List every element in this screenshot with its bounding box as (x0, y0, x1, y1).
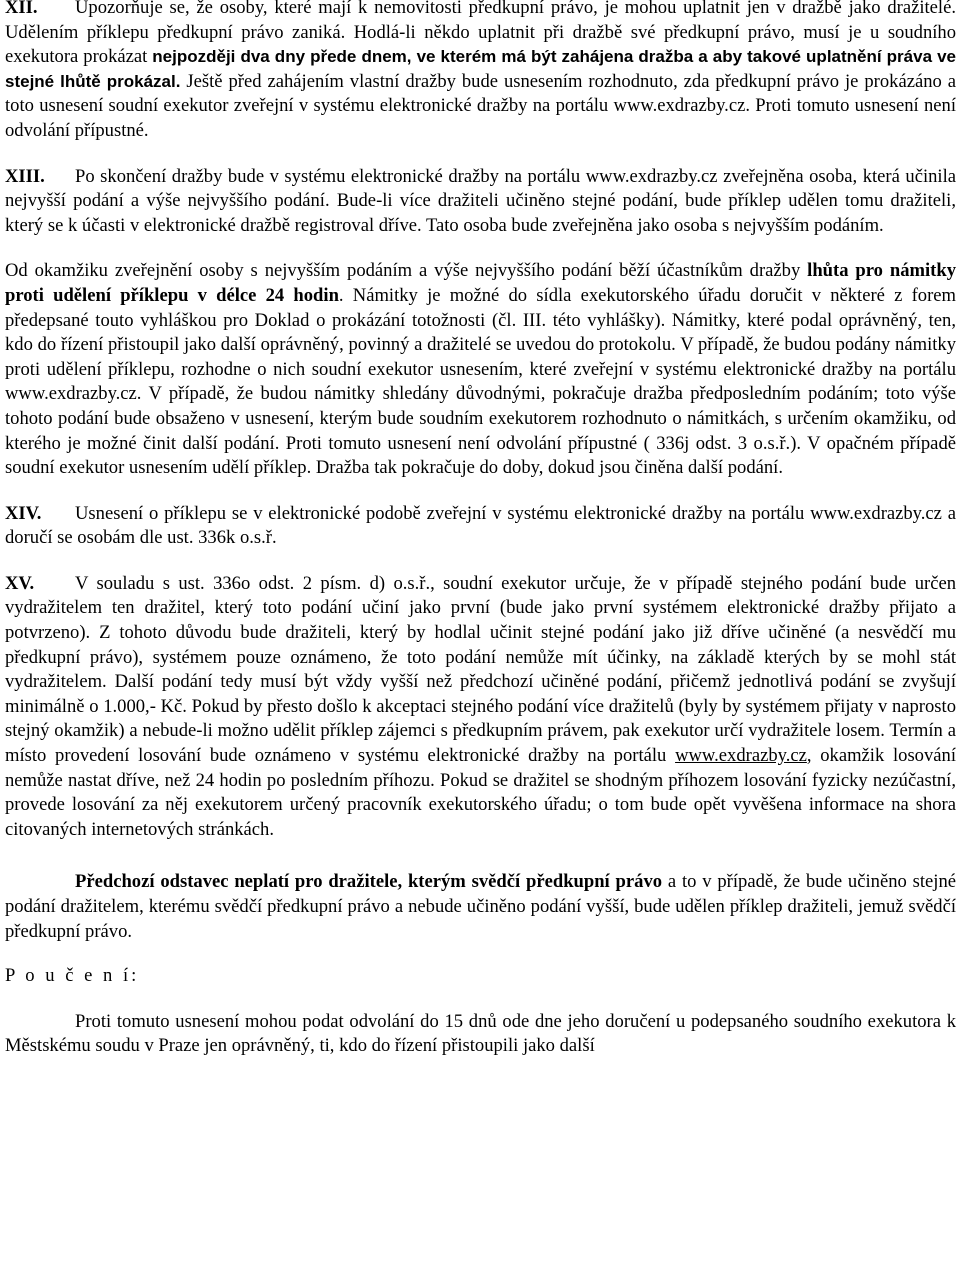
instruction-paragraph (5, 1010, 956, 1059)
section-xii (5, 0, 956, 144)
section-text: Po skončení dražby bude v systému elektronické dražby na portálu www.exdrazby.cz zveřejněna osoba, která učinila nejvyšší podání a výše nejvyššího podání. Bude-li více dražiteli učiněno stejné podání, bude příklep udělen tomu dražiteli, který se k účasti v elektronické dražbě registroval dříve. Tato osoba bude zveřejněna jako osoba s nejvyšším podáním. (5, 165, 956, 236)
section-number: XIII. (5, 165, 45, 187)
section-number: XIV. (5, 502, 42, 524)
section-xv (5, 572, 956, 843)
section-text: , okamžik losování nemůže nastat dříve, než 24 hodin po posledním příhozu. Pokud se dražitel se shodným příhozem losování fyzicky nezúčastní, provede losování za něj exekutorem určený pracovník exekutorského úřadu; o tom bude opět vyvěšena informace na shora citovaných internetových stránkách. (5, 745, 956, 840)
paragraph-bold-text: Předchozí odstavec neplatí pro dražitele, kterým svědčí předkupní právo (75, 871, 663, 893)
paragraph-text: Proti tomuto usnesení mohou podat odvolání do 15 dnů ode dne jeho doručení u podepsaného soudního exekutora k Městskému soudu v Praze jen oprávněný, ti, kdo do řízení přistoupili jako další (5, 1010, 956, 1057)
section-number: XV. (5, 572, 35, 594)
paragraph-text: . Námitky je možné do sídla exekutorského úřadu doručit v některé z forem předepsané touto vyhláškou pro Doklad o prokázání totožnosti (čl. III. této vyhlášky). Námitky, které podal oprávněný, ten, kdo do řízení přistoupil jako další oprávněný, povinný a dražitelé se uvedou do protokolu. V případě, že budou podány námitky proti udělení příklepu, rozhodne o nich soudní exekutor usnesením, které zveřejní v systému elektronické dražby na portálu www.exdrazby.cz. V případě, že budou námitky shledány důvodnými, pokračuje dražba předposledním podáním; toto výše tohoto podání bude obsaženo v usnesení, kterým bude soudním exekutorem rozhodnuto o námitkách, s určením okamžiku, od kterého je možné činit další podání. Proti tomuto usnesení není odvolání přípustné ( 336j odst. 3 o.s.ř.). V opačném případě soudní exekutor usnesením udělí příklep. Dražba tak pokračuje do doby, dokud jsou činěna další podání. (5, 284, 957, 479)
paragraph-text: Od okamžiku zveřejnění osoby s nejvyšším podáním a výše nejvyššího podání běží účastníkům dražby (5, 260, 808, 282)
section-text: Usnesení o příklepu se v elektronické podobě zveřejní v systému elektronické dražby na portálu www.exdrazby.cz a doručí se osobám dle ust. 336k o.s.ř. (5, 502, 956, 549)
section-bold-text: nejpozději dva dny přede dnem, ve kterém má být zahájena dražba a aby takové uplatnění práva ve stejné lhůtě prokázal. (5, 47, 956, 91)
section-number: XII. (5, 0, 38, 18)
section-xiv (5, 502, 956, 551)
paragraph-bold-text: lhůta pro námitky proti udělení příklepu v délce 24 hodin (5, 260, 957, 306)
section-xiii (5, 165, 956, 239)
section-text: Upozorňuje se, že osoby, které mají k nemovitosti předkupní právo, je mohou uplatnit jen v dražbě jako dražitelé. Udělením příklepu předkupní právo zaniká. Hodlá-li někdo uplatnit při dražbě své předkupní právo, musí je u soudního exekutora prokázat (5, 0, 956, 68)
section-text: Ještě před zahájením vlastní dražby bude usnesením rozhodnuto, zda předkupní právo je prokázáno a toto usnesení soudní exekutor zveřejní v systému elektronické dražby na portálu www.exdrazby.cz. Proti tomuto usnesení není odvolání přípustné. (5, 70, 956, 141)
paragraph-text: a to v případě, že bude učiněno stejné podání dražitelem, kterému svědčí předkupní právo a nebude učiněno podání vyšší, bude udělen příklep dražiteli, jemuž svědčí předkupní právo. (5, 871, 956, 942)
preemption-paragraph (5, 870, 956, 944)
section-text: V souladu s ust. 336o odst. 2 písm. d) o.s.ř., soudní exekutor určuje, že v případě stejného podání bude určen vydražitelem ten dražitel, který toto podání učiní jako první (bude jako první systémem elektronické dražby přijato a potvrzeno). Z tohoto důvodu bude dražiteli, který by hodlal učinit stejné podání jako již dříve učiněné (a nesvědčí mu předkupní právo), systémem pouze oznámeno, že toto podání nemůže mít účinky, na základě kterých by se mohl stát vydražitelem. Další podání tedy musí být vždy vyšší než předchozí učiněné podání, přičemž jednotlivá podání se zvyšují minimálně o 1.000,- Kč. Pokud by přesto došlo k akceptaci stejného podání více dražitelů (byly by systémem přijaty v naprosto stejný okamžik) a nebude-li možno udělit příklep zájemci s předkupním právem, pak exekutor určí vydražitele losem. Termín a místo provedení losování bude oznámeno v systému elektronické dražby na portálu (5, 572, 956, 767)
exdrazby-link[interactable]: www.exdrazby.cz (675, 745, 807, 767)
instruction-heading: P o u č e n í: (5, 965, 140, 987)
objections-paragraph (5, 259, 956, 480)
